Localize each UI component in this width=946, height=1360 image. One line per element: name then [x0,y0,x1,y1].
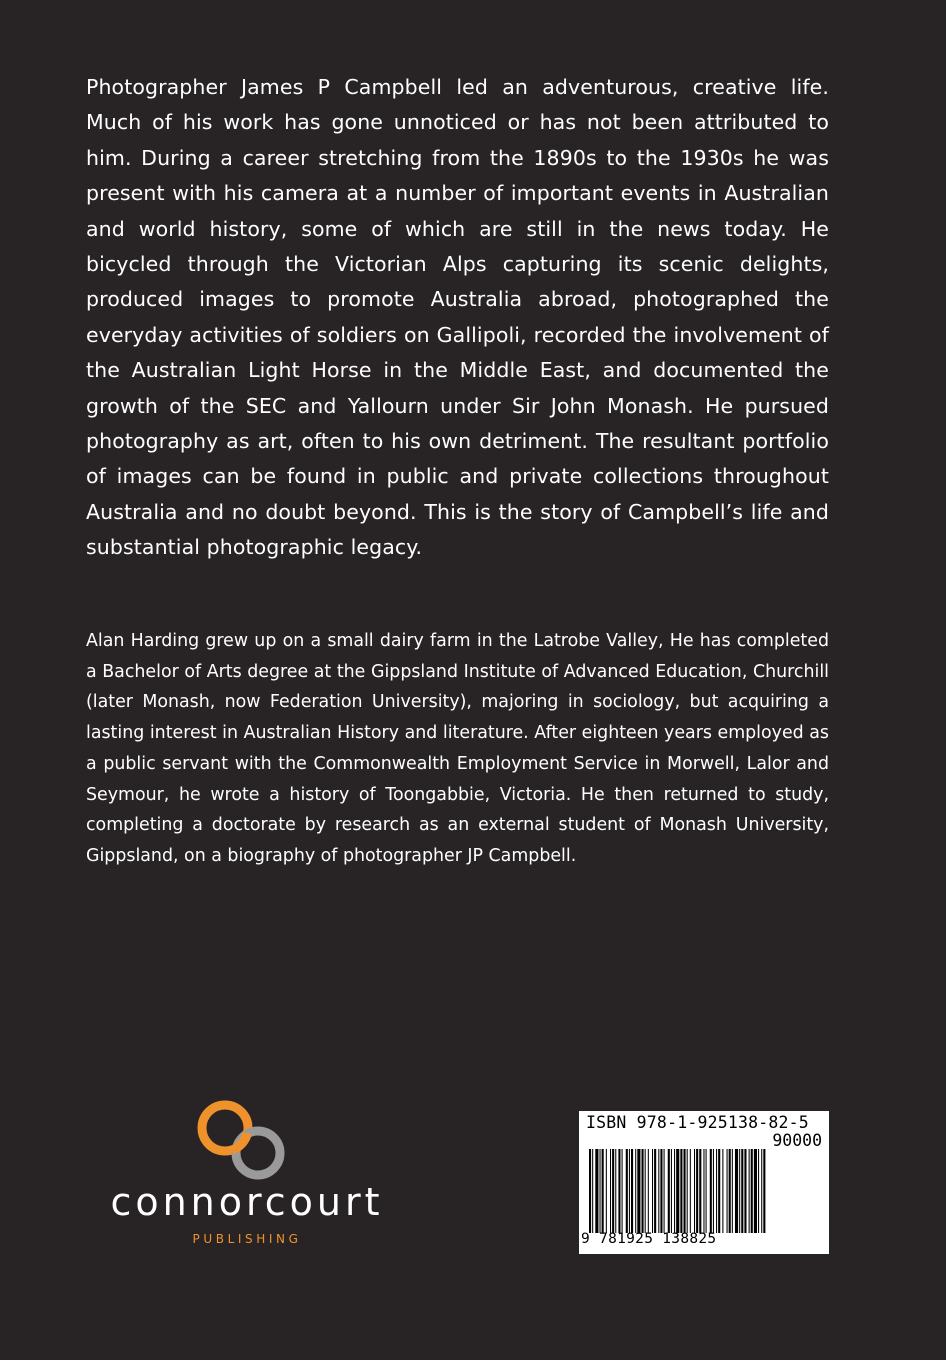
barcode-bar [592,1149,593,1233]
barcode-bar [618,1149,620,1233]
isbn-barcode [579,1111,829,1254]
barcode-bar [741,1149,743,1233]
barcode-bar [676,1149,679,1233]
barcode-bar [635,1149,636,1233]
barcode-bar [694,1149,695,1233]
barcode-bar [713,1149,714,1233]
isbn-label: ISBN 978-1-925138-82-5 [586,1113,809,1132]
barcode-bar [703,1149,704,1233]
publisher-logo [96,1098,406,1258]
barcode-bar [710,1149,712,1233]
author-biography: Alan Harding grew up on a small dairy farm in the Latrobe Valley, He has completed a Bachelor of Arts degree at the Gippsland Institute of Advanced Education, Churchill (later Monash, now Federation University), majoring in sociology, but acquiring a lasting interest in Australian History and literature. After eighteen years employed as a public servant with the Commonwealth Employment Service in Morwell, Lalor and Seymour, he wrote a history of Toongabbie, Victoria. He then returned to study, completing a doctorate by research as an external student of Monash University, Gippsland, on a biography of photographer JP Campbell. [86,631,829,866]
barcode-bar [668,1149,670,1233]
barcode-bar [637,1149,640,1233]
barcode-bar [699,1149,701,1233]
barcode-bar [664,1149,665,1233]
barcode-bar [602,1149,604,1233]
barcode-bar [612,1149,614,1233]
barcode-bar [727,1149,728,1233]
interlocking-rings-icon [192,1098,302,1184]
barcode-bar [716,1149,717,1233]
barcode-bar [658,1149,659,1233]
barcode-bar [648,1149,649,1233]
barcode-bar [690,1149,691,1233]
barcode-bar [595,1149,598,1233]
barcode-bar [732,1149,733,1233]
barcode-bar [631,1149,633,1233]
price-code: 90000 [772,1131,822,1150]
barcode-bar [674,1149,675,1233]
back-cover-blurb: Photographer James P Campbell led an adventurous, creative life. Much of his work has gone unnoticed or has not been attributed to him. During a career stretching from the 1890s to the 1930s he was present with his camera at a number of important events in Australian and world history, some of which are still in the news today. He bicycled through the Victorian Alps capturing its scenic delights, produced images to promote Australia abroad, photographed the everyday activities of soldiers on Gallipoli, recorded the involvement of the Australian Light Horse in the Middle East, and documented the growth of the SEC and Yallourn under Sir John Monash. He pursued photography as art, often to his own detriment. The resultant portfolio of images can be found in public and private collections throughout Australia and no doubt beyond. This is the story of Campbell’s life and substantial photographic legacy. [86,75,829,560]
ean-digits: 9 781925 138825 [581,1231,717,1247]
barcode-bar [751,1149,753,1233]
barcode-bar [758,1149,759,1233]
barcode-bar [626,1149,628,1233]
barcode-bar [680,1149,682,1233]
barcode-bar [696,1149,698,1233]
barcode-bar [589,1149,591,1233]
barcode-bar [606,1149,607,1233]
barcode-bar [687,1149,688,1233]
barcode-bars [589,1149,821,1233]
barcode-bar [660,1149,662,1233]
barcode-bar [629,1149,630,1233]
barcode-bar [706,1149,707,1233]
barcode-bar [754,1149,757,1233]
barcode-bar [684,1149,686,1233]
barcode-bar [744,1149,746,1233]
barcode-bar [739,1149,740,1233]
barcode-bar [749,1149,750,1233]
barcode-bar [622,1149,623,1233]
barcode-bar [642,1149,644,1233]
barcode-bar [654,1149,656,1233]
barcode-bar [615,1149,616,1233]
publisher-name: connorcourt [110,1180,384,1224]
barcode-bar [763,1149,765,1233]
barcode-bar [610,1149,611,1233]
barcode-bar [600,1149,601,1233]
barcode-bar [735,1149,738,1233]
barcode-bar [718,1149,720,1233]
barcode-bar [645,1149,646,1233]
barcode-bar [722,1149,723,1233]
barcode-bar [729,1149,731,1233]
barcode-bar [652,1149,653,1233]
publisher-tagline: PUBLISHING [192,1232,302,1246]
barcode-bar [671,1149,672,1233]
barcode-bar [761,1149,762,1233]
